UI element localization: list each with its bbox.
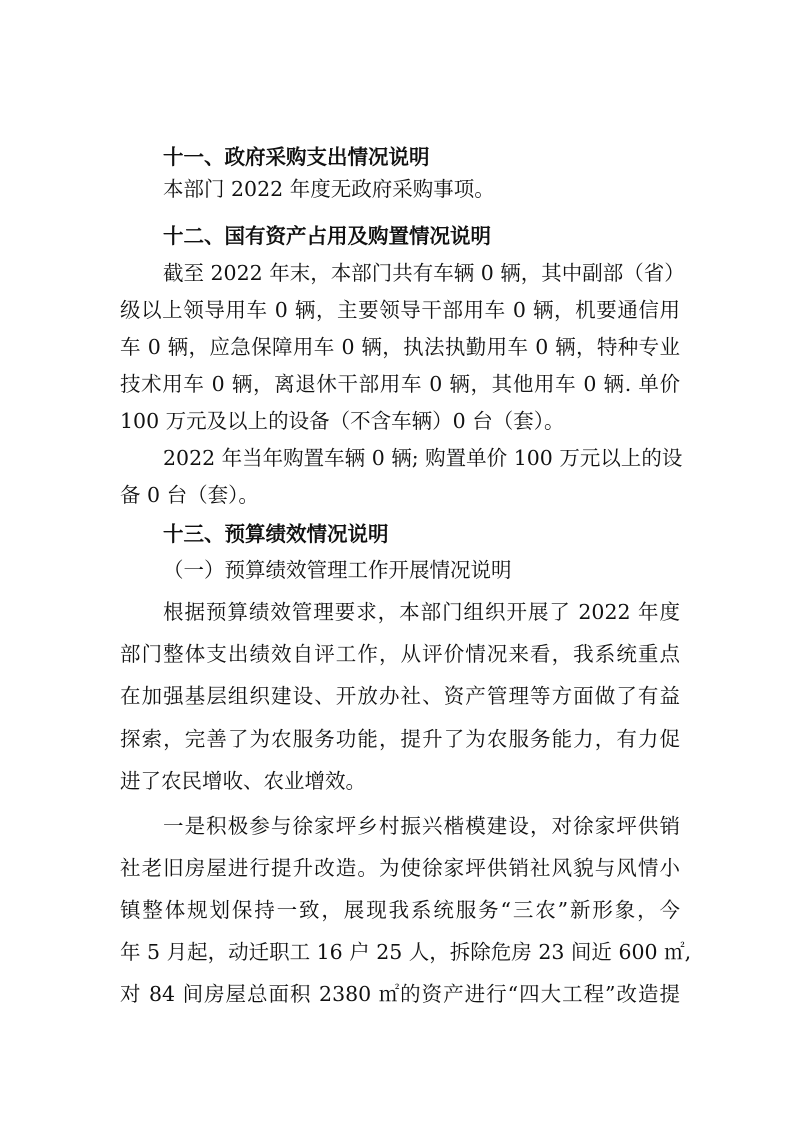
section-13-subheading: （一）预算绩效管理工作开展情况说明 bbox=[163, 558, 512, 582]
section-13-para1-line1: 根据预算绩效管理要求，本部门组织开展了 2022 年度 bbox=[163, 600, 680, 624]
section-12-para1-line3: 车 0 辆，应急保障用车 0 辆，执法执勤用车 0 辆，特种专业 bbox=[120, 335, 680, 359]
section-11-text: 本部门 2022 年度无政府采购事项。 bbox=[163, 177, 495, 201]
section-12-para1-line4: 技术用车 0 辆，离退休干部用车 0 辆，其他用车 0 辆. 单价 bbox=[120, 372, 680, 396]
section-12-para1-line2: 级以上领导用车 0 辆，主要领导干部用车 0 辆，机要通信用 bbox=[120, 298, 680, 322]
section-11-heading: 十一、政府采购支出情况说明 bbox=[163, 145, 430, 169]
section-13-para2-line5: 对 84 间房屋总面积 2380 ㎡的资产进行“四大工程”改造提 bbox=[120, 982, 680, 1006]
section-13-para1-line5: 进了农民增收、农业增效。 bbox=[120, 769, 366, 793]
section-13-para1-line4: 探索，完善了为农服务功能，提升了为农服务能力，有力促 bbox=[120, 727, 680, 751]
section-12-para2-line1: 2022 年当年购置车辆 0 辆; 购置单价 100 万元以上的设 bbox=[163, 446, 683, 470]
section-12-heading: 十二、国有资产占用及购置情况说明 bbox=[163, 224, 491, 248]
section-13-heading: 十三、预算绩效情况说明 bbox=[163, 522, 389, 546]
section-13-para1-line2: 部门整体支出绩效自评工作，从评价情况来看，我系统重点 bbox=[120, 642, 680, 666]
section-13-para1-line3: 在加强基层组织建设、开放办社、资产管理等方面做了有益 bbox=[120, 684, 680, 708]
section-12-para1-line5: 100 万元及以上的设备（不含车辆）0 台（套）。 bbox=[120, 409, 565, 433]
section-13-para2-line2: 社老旧房屋进行提升改造。为使徐家坪供销社风貌与风情小 bbox=[120, 856, 680, 880]
section-13-para2-line3: 镇整体规划保持一致，展现我系统服务“三农”新形象，今 bbox=[120, 898, 680, 922]
section-12-para1-line1: 截至 2022 年末，本部门共有车辆 0 辆，其中副部（省） bbox=[163, 261, 685, 285]
section-12-para2-line2: 备 0 台（套）。 bbox=[120, 483, 259, 507]
section-13-para2-line4: 年 5 月起，动迁职工 16 户 25 人，拆除危房 23 间近 600 ㎡, bbox=[120, 940, 692, 964]
section-13-para2-line1: 一是积极参与徐家坪乡村振兴楷模建设，对徐家坪供销 bbox=[163, 814, 680, 838]
